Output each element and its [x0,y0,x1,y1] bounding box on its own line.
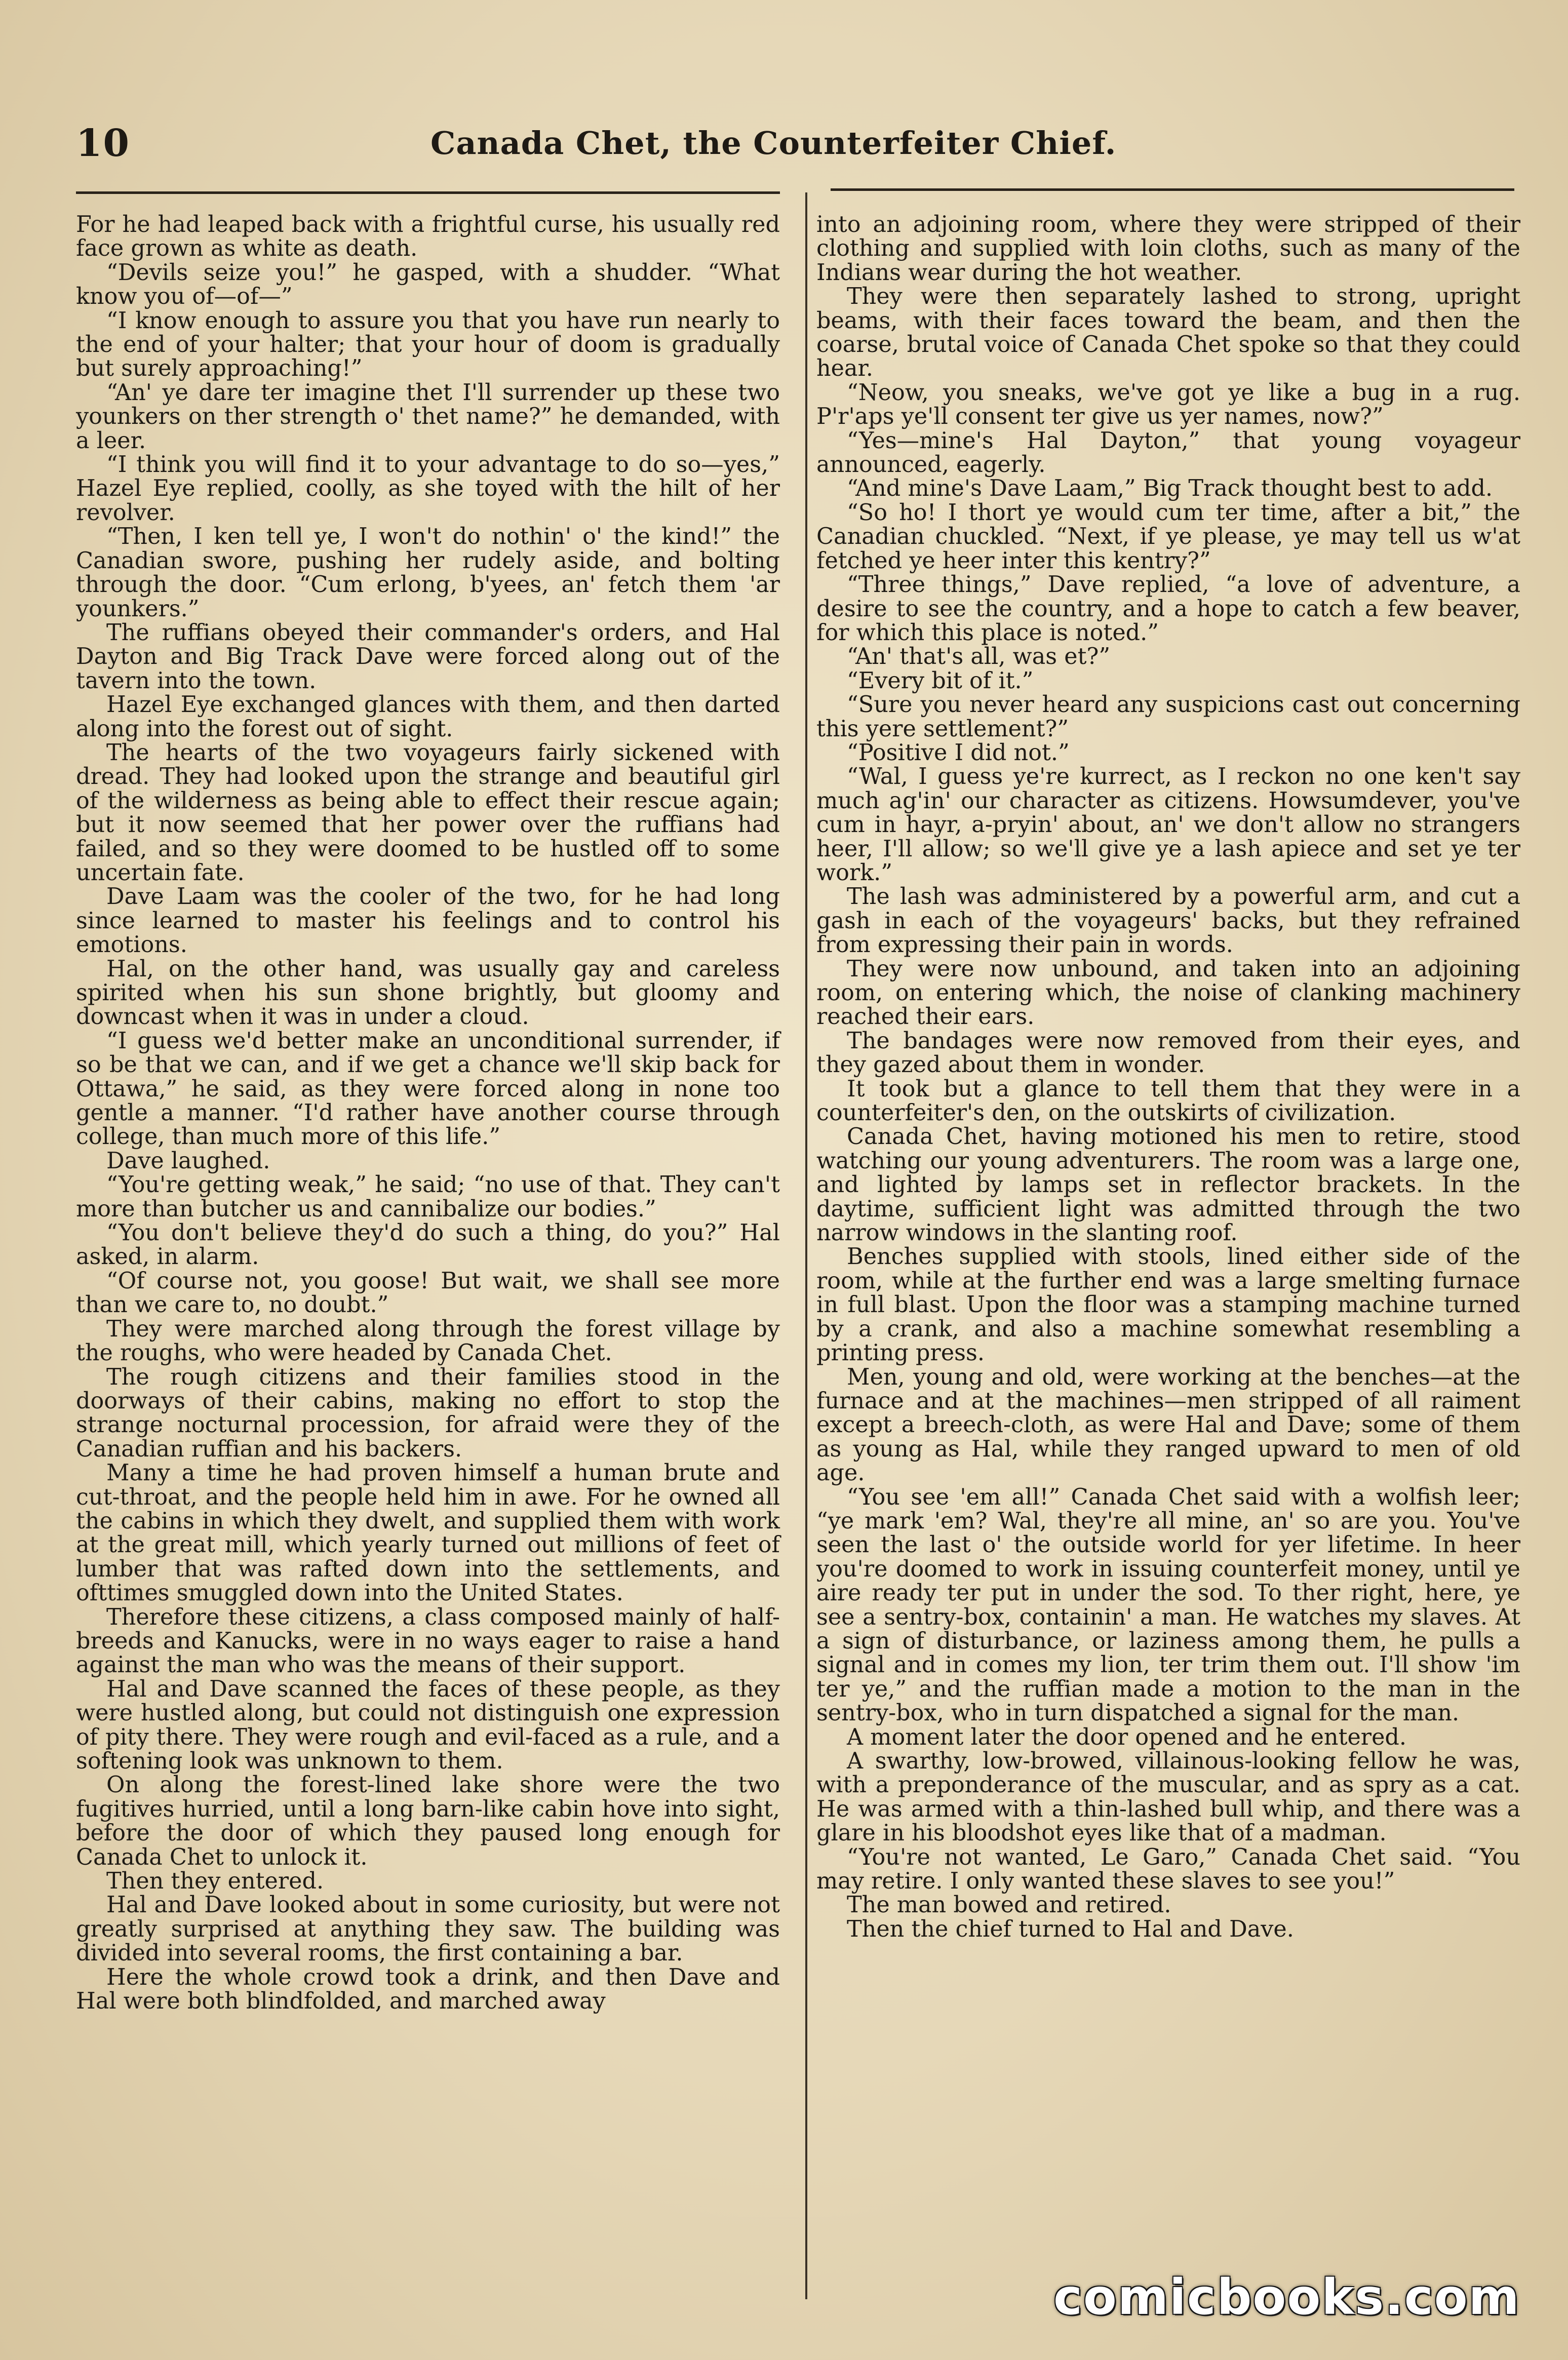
paragraph: Hal and Dave scanned the faces of these people, as they were hustled along, but could not distinguish one expression of pity there. They were rough and evil-faced as a rule, and a softening look was unknown to them. [76,1676,780,1774]
paragraph: The hearts of the two voyageurs fairly sickened with dread. They had looked upon the strange and beautiful girl of the wilderness as being able to effect their rescue again; but it now seemed that her power over the ruffians had failed, and so they were doomed to be hustled off to some uncertain fate. [76,739,780,886]
watermark-text: comicbooks.com [1053,2269,1520,2326]
paragraph: The man bowed and retired. [847,1892,1171,1918]
paragraph: It took but a glance to tell them that they were in a counterfeiter's den, on the outskirts of civilization. [816,1076,1520,1126]
paragraph: They were marched along through the forest village by the roughs, who were headed by Canada Chet. [76,1316,780,1366]
paragraph: They were now unbound, and taken into an adjoining room, on entering which, the noise of clanking machinery reached their ears. [816,956,1520,1030]
paragraph: Many a time he had proven himself a human brute and cut-throat, and the people held him in awe. For he owned all the cabins in which they dwelt, and supplied them with work at the great mill, which yearly turned out millions of feet of lumber that was rafted down into the settlements, and ofttimes smuggled down into the United States. [76,1460,780,1606]
paragraph: “Wal, I guess ye're kurrect, as I reckon no one ken't say much ag'in' our character as citizens. Howsumdever, you've cum in hayr, a-pryin' about, an' we don't allow no strangers heer, I'll allow; so we'll give ye a lash apiece and set ye ter work.” [816,764,1520,886]
paragraph: Hal, on the other hand, was usually gay and careless spirited when his sun shone brightly, but gloomy and downcast when it was in under a cloud. [76,956,780,1030]
paragraph: A swarthy, low-browed, villainous-looking fellow he was, with a preponderance of the muscular, and as spry as a cat. He was armed with a thin-lashed bull whip, and there was a glare in his bloodshot eyes like that of a madman. [816,1748,1520,1846]
paragraph: The lash was administered by a powerful arm, and cut a gash in each of the voyageurs' backs, but they refrained from expressing their pain in words. [816,884,1520,958]
paragraph: On along the forest-lined lake shore were the two fugitives hurried, until a long barn-like cabin hove into sight, before the door of which they paused long enough for Canada Chet to unlock it. [76,1772,780,1870]
paragraph: For he had leaped back with a frightful curse, his usually red face grown as white as death. [76,212,780,262]
paragraph: Dave Laam was the cooler of the two, for he had long since learned to master his feelings and to control his emotions. [76,884,780,958]
header-rule-right [831,188,1514,191]
paragraph: Here the whole crowd took a drink, and then Dave and Hal were both blindfolded, and marched away [76,1964,780,2015]
paragraph: Dave laughed. [106,1148,270,1174]
page-number: 10 [76,122,130,165]
paragraph: “Positive I did not.” [847,739,1070,766]
paragraph: Canada Chet, having motioned his men to retire, stood watching our young adventurers. The room was a large one, and lighted by lamps set in reflector brackets. In the daytime, sufficient light was admitted through the two narrow windows in the slanting roof. [816,1124,1520,1246]
paragraph: The ruffians obeyed their commander's orders, and Hal Dayton and Big Track Dave were forced along out of the tavern into the town. [76,619,780,694]
paragraph: “Of course not, you goose! But wait, we shall see more than we care to, no doubt.” [76,1268,780,1318]
paragraph: Benches supplied with stools, lined either side of the room, while at the further end was a large smelting furnace in full blast. Upon the floor was a stamping machine turned by a crank, and also a machine somewhat resembling a printing press. [816,1244,1520,1366]
paragraph: “Every bit of it.” [847,667,1034,694]
right-column [816,213,1520,1941]
paragraph: Then the chief turned to Hal and Dave. [847,1916,1294,1942]
paragraph: The bandages were now removed from their eyes, and they gazed about them in wonder. [816,1028,1520,1078]
paragraph: The rough citizens and their families stood in the doorways of their cabins, making no effort to stop the strange nocturnal procession, for afraid were they of the Canadian ruffian and his backers. [76,1364,780,1462]
paragraph: “You're not wanted, Le Garo,” Canada Chet said. “You may retire. I only wanted these slaves to see you!” [816,1844,1520,1895]
paragraph: A moment later the door opened and he entered. [847,1724,1407,1750]
paragraph: “Three things,” Dave replied, “a love of adventure, a desire to see the country, and a hope to catch a few beaver, for which this place is noted.” [816,572,1520,646]
paragraph: Hal and Dave looked about in some curiosity, but were not greatly surprised at anything they saw. The building was divided into several rooms, the first containing a bar. [76,1892,780,1966]
paragraph: Hazel Eye exchanged glances with them, and then darted along into the forest out of sight. [76,692,780,742]
paragraph: “So ho! I thort ye would cum ter time, after a bit,” the Canadian chuckled. “Next, if ye please, ye may tell us w'at fetched ye heer inter this kentry?” [816,499,1520,574]
paragraph: “Devils seize you!” he gasped, with a shudder. “What know you of—of—” [76,259,780,310]
page-title: Canada Chet, the Counterfeiter Chief. [430,125,1117,162]
paragraph: “You don't believe they'd do such a thing, do you?” Hal asked, in alarm. [76,1220,780,1270]
paragraph: “Neow, you sneaks, we've got ye like a bug in a rug. P'r'aps ye'll consent ter give us yer names, now?” [816,379,1520,430]
left-column [76,213,780,2013]
paragraph: Therefore these citizens, a class composed mainly of half-breeds and Kanucks, were in no ways eager to raise a hand against the man who was the means of their support. [76,1604,780,1678]
paragraph: “And mine's Dave Laam,” Big Track thought best to add. [847,476,1493,502]
column-divider [805,192,807,2299]
page-header [76,122,1504,177]
header-rule-left [76,191,780,194]
paragraph: “Then, I ken tell ye, I won't do nothin' o' the kind!” the Canadian swore, pushing her rudely aside, and bolting through the door. “Cum erlong, b'yees, an' fetch them 'ar younkers.” [76,524,780,622]
paragraph: “Yes—mine's Hal Dayton,” that young voyageur announced, eagerly. [816,427,1520,478]
paragraph: “You're getting weak,” he said; “no use of that. They can't more than butcher us and cannibalize our bodies.” [76,1172,780,1222]
paragraph: They were then separately lashed to strong, upright beams, with their faces toward the beam, and then the coarse, brutal voice of Canada Chet spoke so that they could hear. [816,284,1520,382]
paragraph: “Sure you never heard any suspicions cast out concerning this yere settlement?” [816,692,1520,742]
paragraph: into an adjoining room, where they were stripped of their clothing and supplied with loin cloths, such as many of the Indians wear during the hot weather. [816,212,1520,286]
paragraph: Then they entered. [106,1868,324,1895]
paragraph: “An' that's all, was et?” [847,644,1111,670]
paragraph: “I guess we'd better make an unconditional surrender, if so be that we can, and if we get a chance we'll skip back for Ottawa,” he said, as they were forced along in none too gentle a manner. “I'd rather have another course through college, than much more of this life.” [76,1028,780,1150]
paragraph: Men, young and old, were working at the benches—at the furnace and at the machines—men stripped of all raiment except a breech-cloth, as were Hal and Dave; some of them as young as Hal, while they ranged upward to men of old age. [816,1364,1520,1486]
paragraph: “I think you will find it to your advantage to do so—yes,” Hazel Eye replied, coolly, as she toyed with the hilt of her revolver. [76,452,780,526]
paragraph: “I know enough to assure you that you have run nearly to the end of your halter; that your hour of doom is gradually but surely approaching!” [76,307,780,382]
paragraph: “An' ye dare ter imagine thet I'll surrender up these two younkers on ther strength o' thet name?” he demanded, with a leer. [76,379,780,454]
paragraph: “You see 'em all!” Canada Chet said with a wolfish leer; “ye mark 'em? Wal, they're all mine, an' so are you. You've seen the last o' the outside world for yer lifetime. In heer you're doomed to work in issuing counterfeit money, until ye aire ready ter put in under the sod. To ther right, here, ye see a sentry-box, containin' a man. He watches my slaves. At a sign of disturbance, or laziness among them, he pulls a signal and in comes my lion, ter trim them out. I'll show 'im ter ye,” and the ruffian made a motion to the man in the sentry-box, who in turn dispatched a signal for the man. [816,1484,1520,1726]
